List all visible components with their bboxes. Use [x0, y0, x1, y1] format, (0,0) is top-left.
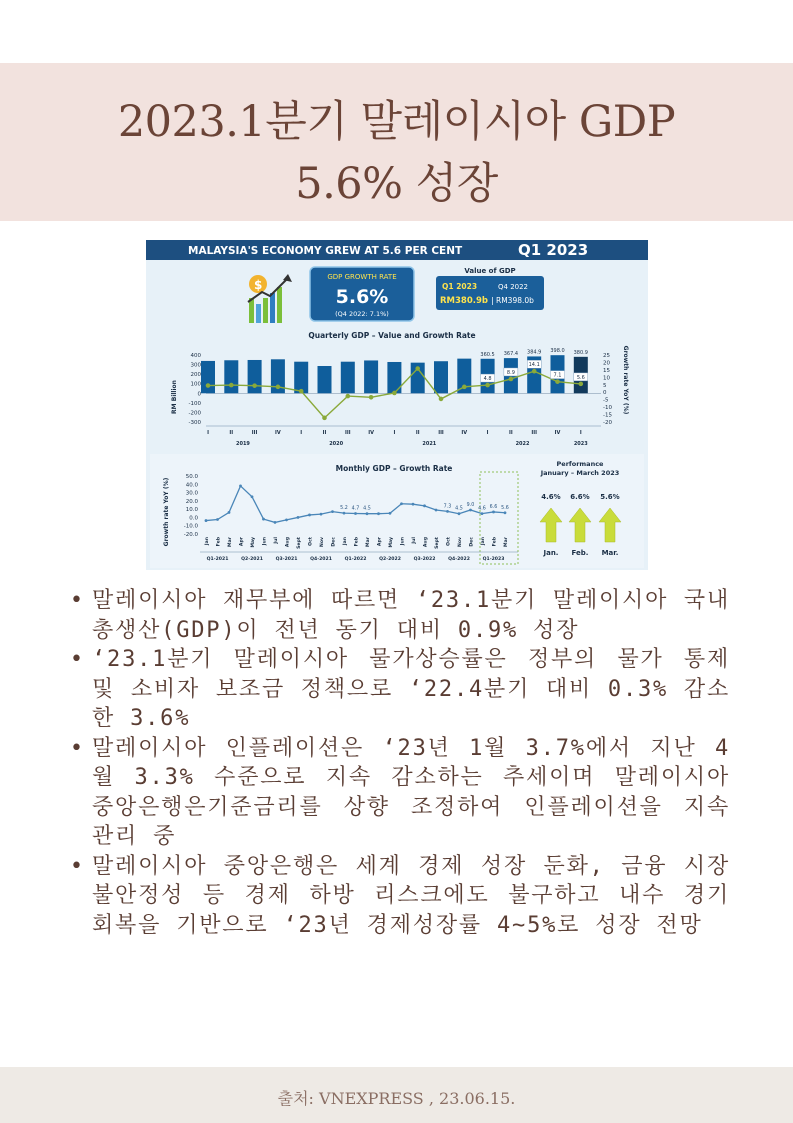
quarterly-growth-point — [276, 385, 281, 390]
quarterly-y-tick: 300 — [190, 362, 201, 369]
quarterly-y2-tick: 25 — [603, 353, 610, 359]
monthly-point — [251, 495, 254, 498]
value-separator: | — [491, 296, 494, 305]
monthly-point — [412, 503, 415, 506]
monthly-point — [481, 512, 484, 515]
performance-month: Feb. — [571, 549, 589, 557]
quarterly-y-label: RM Billion — [171, 380, 178, 414]
monthly-month-label: Nov — [320, 537, 325, 547]
quarterly-quarter-label: IV — [554, 430, 561, 436]
value-q4-label: Q4 2022 — [498, 283, 529, 291]
monthly-quarter-label: Q4-2021 — [310, 557, 332, 562]
monthly-month-label: Jun — [262, 537, 268, 546]
growth-rate-label: GDP GROWTH RATE — [327, 273, 397, 281]
monthly-month-label: Mar — [366, 537, 371, 547]
monthly-point-label: 4.6 — [478, 506, 486, 512]
quarterly-quarter-label: II — [322, 430, 327, 436]
value-q1-amount: RM380.9b — [440, 296, 488, 306]
monthly-point — [274, 521, 277, 524]
value-box-label: Value of GDP — [464, 267, 516, 275]
monthly-month-label: May — [389, 537, 394, 548]
quarterly-quarter-label: IV — [461, 430, 468, 436]
monthly-y-tick: 20.0 — [185, 498, 198, 505]
quarterly-growth-label: 14.1 — [528, 362, 540, 369]
performance-title: Performance — [556, 460, 604, 468]
monthly-month-label: Sept — [435, 537, 440, 549]
quarterly-year-label: 2021 — [422, 441, 437, 447]
monthly-point — [400, 502, 403, 505]
quarterly-year-label: 2023 — [573, 441, 588, 447]
quarterly-y-tick: 400 — [190, 353, 201, 359]
quarterly-gdp-chart — [189, 348, 613, 447]
quarterly-quarter-label: III — [531, 430, 537, 436]
quarterly-bar — [201, 361, 215, 393]
quarterly-quarter-label: I — [393, 430, 396, 436]
quarterly-growth-point — [439, 397, 444, 402]
monthly-chart-title: Monthly GDP – Growth Rate — [335, 464, 453, 473]
monthly-y-label: Growth rate YoY (%) — [163, 477, 170, 547]
monthly-month-label: Apr — [377, 537, 383, 547]
quarterly-y2-tick: 10 — [603, 375, 610, 382]
source-credit: 출처: VNEXPRESS , 23.06.15. — [277, 1089, 516, 1108]
monthly-point — [469, 509, 472, 512]
quarterly-quarter-label: III — [251, 430, 258, 436]
quarterly-growth-point — [369, 395, 374, 400]
monthly-month-label: Jan — [343, 537, 348, 546]
quarterly-growth-label: 4.8 — [483, 376, 492, 383]
quarterly-quarter-label: I — [300, 430, 303, 436]
page-title-line-1: 2023.1분기 말레이시아 GDP — [117, 97, 676, 147]
gdp-growth-rate-box — [310, 267, 414, 321]
banner-period: Q1 2023 — [518, 241, 589, 259]
growth-rate-note: (Q4 2022: 7.1%) — [335, 310, 389, 318]
monthly-point — [423, 504, 426, 507]
monthly-point — [216, 518, 219, 521]
quarterly-quarter-label: II — [415, 430, 420, 436]
monthly-point-label: 7.3 — [443, 504, 452, 510]
quarterly-growth-point — [415, 366, 420, 371]
monthly-month-label: Dec — [469, 537, 475, 547]
monthly-point — [446, 510, 449, 513]
quarterly-growth-point — [346, 394, 351, 399]
bullet-list — [70, 586, 730, 940]
monthly-quarter-label: Q1-2023 — [482, 557, 505, 562]
quarterly-bar — [341, 362, 355, 394]
monthly-month-label: Jul — [412, 537, 417, 544]
monthly-quarter-label: Q2-2021 — [241, 557, 263, 562]
quarterly-bar — [318, 366, 332, 393]
quarterly-growth-point — [532, 369, 537, 374]
quarterly-bar — [224, 360, 238, 393]
monthly-point-label: 9.0 — [466, 502, 475, 508]
monthly-y-tick: 40.0 — [185, 482, 198, 489]
quarterly-growth-label: 8.9 — [506, 369, 515, 376]
quarterly-y2-tick: 0 — [603, 390, 607, 397]
monthly-point — [228, 511, 231, 514]
quarterly-growth-point — [229, 383, 234, 388]
monthly-quarter-label: Q4-2022 — [448, 557, 470, 562]
quarterly-growth-label: 7.1 — [553, 372, 562, 379]
performance-value: 4.6% — [541, 493, 561, 501]
quarterly-growth-point — [322, 416, 327, 421]
quarterly-bar — [248, 360, 262, 393]
quarterly-y2-tick: -10 — [603, 405, 612, 412]
bullet-item: • 말레이시아 인플레이션은 ‘23년 1월 3.7%에서 지난 4월 3.3% 수준으로 지속 감소하는 추세이며 말레이시아 중앙은행은기준금리를 상향 조정하여 인플레이션을 지속 관리 중 — [70, 734, 730, 852]
monthly-point-label: 4.5 — [455, 506, 463, 512]
monthly-month-label: Mar — [228, 537, 233, 547]
quarterly-y-tick: 0 — [197, 391, 201, 398]
quarterly-chart-title: Quarterly GDP – Value and Growth Rate — [308, 331, 476, 340]
quarterly-value-label: 398.0 — [550, 348, 565, 355]
monthly-point — [458, 512, 461, 515]
quarterly-value-label: 367.4 — [503, 351, 519, 358]
monthly-y-tick: -20.0 — [183, 532, 198, 538]
monthly-point — [297, 516, 300, 519]
bullet-item: • 말레이시아 재무부에 따르면 ‘23.1분기 말레이시아 국내총생산(GDP)이 전년 동기 대비 0.9% 성장 — [70, 586, 730, 645]
performance-month: Mar. — [601, 549, 619, 557]
quarterly-bar — [434, 361, 448, 393]
quarterly-year-label: 2019 — [235, 441, 250, 447]
monthly-month-label: Jul — [274, 537, 279, 544]
monthly-month-label: Feb — [216, 537, 222, 547]
bullet-item: • 말레이시아 중앙은행은 세계 경제 성장 둔화, 금융 시장 불안정성 등 경제 하방 리스크에도 불구하고 내수 경기 회복을 기반으로 ‘23년 경제성장률 4~5%로 성장 전망 — [70, 852, 730, 941]
quarterly-y-tick: 200 — [190, 372, 201, 379]
quarterly-growth-point — [392, 391, 397, 396]
monthly-month-label: Oct — [308, 537, 314, 546]
quarterly-y2-tick: -20 — [603, 420, 612, 426]
monthly-month-label: Feb — [492, 537, 498, 547]
monthly-month-label: Jun — [400, 537, 406, 546]
gdp-infographic — [146, 240, 648, 570]
quarterly-y-tick: -200 — [188, 410, 201, 417]
monthly-point — [343, 512, 346, 515]
quarterly-bar — [364, 360, 378, 393]
banner-title: MALAYSIA'S ECONOMY GREW AT 5.6 PER CENT — [188, 245, 463, 257]
monthly-quarter-label: Q2-2022 — [379, 557, 401, 562]
quarterly-y2-tick: -5 — [603, 397, 609, 404]
monthly-point-label: 4.7 — [351, 506, 360, 512]
page-title-line-2: 5.6% 성장 — [295, 159, 498, 209]
quarterly-growth-point — [555, 379, 560, 384]
quarterly-year-label: 2020 — [329, 441, 344, 447]
monthly-point — [308, 514, 311, 517]
monthly-month-label: May — [251, 537, 256, 548]
bullet-item: • ‘23.1분기 말레이시아 물가상승률은 정부의 물가 통제 및 소비자 보조금 정책으로 ‘22.4분기 대비 0.3% 감소한 3.6% — [70, 645, 730, 734]
quarterly-quarter-label: II — [509, 430, 513, 436]
monthly-month-label: Oct — [446, 537, 452, 546]
monthly-point — [435, 509, 438, 512]
quarterly-y2-tick: 5 — [603, 382, 607, 389]
quarterly-y-tick: -100 — [188, 400, 201, 407]
performance-month: Jan. — [543, 549, 559, 557]
quarterly-growth-point — [462, 385, 467, 390]
performance-value: 5.6% — [600, 493, 620, 501]
quarterly-quarter-label: I — [486, 430, 489, 436]
quarterly-year-label: 2022 — [515, 441, 530, 447]
quarterly-y2-label: Growth rate YoY (%) — [622, 345, 629, 415]
performance-value: 6.6% — [570, 493, 590, 501]
quarterly-growth-point — [206, 383, 211, 388]
monthly-point — [354, 512, 357, 515]
quarterly-y2-tick: 15 — [603, 367, 610, 374]
monthly-month-label: Aug — [423, 537, 429, 548]
monthly-quarter-label: Q3-2021 — [275, 557, 298, 562]
monthly-month-label: Jan — [205, 537, 210, 546]
money-growth-icon — [248, 274, 292, 323]
monthly-point-label: 6.6 — [489, 504, 498, 510]
quarterly-y2-tick: -15 — [603, 412, 612, 419]
monthly-point — [239, 485, 242, 488]
quarterly-growth-point — [509, 377, 514, 382]
monthly-point-label: 5.2 — [340, 506, 348, 512]
monthly-y-tick: 50.0 — [185, 474, 198, 480]
monthly-month-label: Aug — [285, 537, 291, 548]
quarterly-growth-point — [485, 383, 490, 388]
quarterly-y2-tick: 20 — [603, 360, 610, 367]
quarterly-quarter-label: II — [229, 430, 234, 436]
quarterly-bar — [294, 362, 308, 394]
monthly-month-label: Mar — [504, 537, 509, 547]
monthly-point — [331, 510, 334, 513]
quarterly-quarter-label: I — [579, 430, 582, 436]
monthly-point — [389, 512, 392, 515]
monthly-month-label: Jan — [481, 537, 486, 546]
monthly-month-label: Dec — [331, 537, 337, 547]
quarterly-y-tick: 100 — [190, 381, 201, 388]
monthly-point — [377, 512, 380, 515]
performance-subtitle: January – March 2023 — [540, 469, 620, 477]
monthly-point — [366, 512, 369, 515]
gdp-value-box — [436, 267, 544, 310]
monthly-y-tick: 10.0 — [185, 507, 198, 514]
monthly-month-label: Nov — [458, 537, 463, 547]
quarterly-value-label: 360.5 — [480, 351, 495, 358]
quarterly-growth-label: 5.6 — [576, 374, 585, 381]
quarterly-value-label: 384.9 — [527, 349, 542, 356]
monthly-quarter-label: Q1-2021 — [206, 557, 229, 562]
monthly-point — [492, 511, 495, 514]
monthly-month-label: Feb — [354, 537, 360, 547]
quarterly-quarter-label: III — [438, 430, 444, 436]
monthly-point — [504, 511, 507, 514]
monthly-point — [205, 519, 208, 522]
value-q4-amount: RM398.0b — [496, 296, 534, 305]
monthly-y-tick: 30.0 — [185, 490, 198, 497]
quarterly-growth-point — [252, 383, 257, 388]
quarterly-quarter-label: III — [345, 430, 351, 436]
monthly-point — [320, 513, 323, 516]
quarterly-growth-point — [299, 389, 304, 394]
quarterly-growth-point — [579, 382, 584, 387]
quarterly-quarter-label: I — [207, 430, 209, 436]
monthly-month-label: Sept — [297, 537, 302, 549]
quarterly-y-tick: -300 — [188, 420, 201, 426]
quarterly-value-label: 380.9 — [573, 349, 588, 356]
value-q1-label: Q1 2023 — [442, 282, 478, 291]
monthly-point — [262, 518, 265, 521]
svg-text:$: $ — [254, 278, 263, 292]
monthly-quarter-label: Q3-2022 — [413, 557, 436, 562]
monthly-point-label: 4.5 — [363, 506, 371, 512]
monthly-month-label: Apr — [239, 537, 245, 547]
monthly-y-tick: 0.0 — [189, 515, 198, 522]
quarterly-quarter-label: IV — [368, 430, 374, 436]
monthly-point-label: 5.6 — [501, 505, 509, 511]
quarterly-quarter-label: IV — [275, 430, 281, 436]
growth-rate-value: 5.6% — [335, 286, 389, 308]
monthly-y-tick: -10.0 — [183, 523, 198, 530]
monthly-quarter-label: Q1-2022 — [344, 557, 367, 562]
monthly-point — [285, 519, 288, 522]
